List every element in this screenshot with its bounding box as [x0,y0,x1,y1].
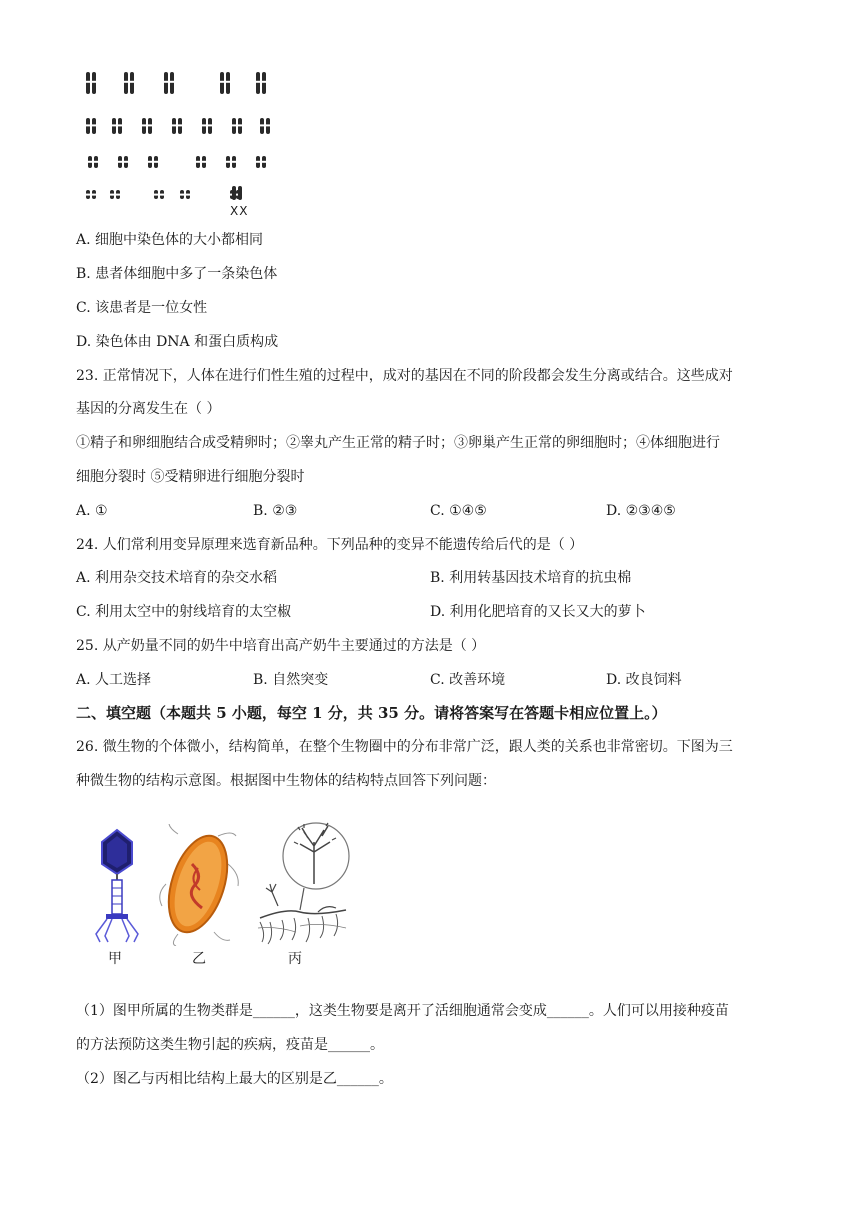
q26-stem-line1: 26. 微生物的个体微小，结构简单，在整个生物圈中的分布非常广泛，跟人类的关系也非常密切。下图为三 [76,739,733,755]
chromosome-pair [172,118,182,134]
q22-option-c: C. 该患者是一位女性 [76,300,208,316]
q25-option-c: C. 改善环境 [430,672,506,688]
q23-option-b: B. ②③ [253,503,298,519]
chromosome-pair [164,72,174,94]
q25-option-a: A. 人工选择 [76,672,152,688]
q24-option-a: A. 利用杂交技术培育的杂交水稻 [76,570,278,586]
chromosome-pair [86,118,96,134]
chromosome-pair [180,190,190,199]
q23-items-line2: 细胞分裂时 ⑤受精卵进行细胞分裂时 [76,469,305,485]
q24-stem: 24. 人们常利用变异原理来选育新品种。下列品种的变异不能遗传给后代的是（ ） [76,537,584,553]
chromosome-pair [232,118,242,134]
section-heading: 二、填空题（本题共 5 小题，每空 1 分，共 35 分。请将答案写在答题卡相应位置上。） [76,704,667,722]
q26-stem-line2: 种微生物的结构示意图。根据图中生物体的结构特点回答下列问题： [76,773,496,789]
chromosome-pair [256,156,266,168]
q26-sub2: （2）图乙与丙相比结构上最大的区别是乙______。 [76,1071,393,1087]
q23-stem-line1: 23. 正常情况下，人体在进行们性生殖的过程中，成对的基因在不同的阶段都会发生分离或结合。这些成对 [76,368,733,384]
label-bing: 丙 [288,951,302,967]
chromosome-pair [220,72,230,94]
q23-option-d: D. ②③④⑤ [606,503,676,519]
q24-option-b: B. 利用转基因技术培育的抗虫棉 [430,570,632,586]
sex-chromosome-label: XX [230,204,249,218]
q23-items-line1: ①精子和卵细胞结合成受精卵时；②睾丸产生正常的精子时；③卵巢产生正常的卵细胞时；④体细胞进行 [76,435,720,451]
label-jia: 甲 [108,951,122,967]
chromosome-pair [154,190,164,199]
chromosome-pair [148,156,158,168]
chromosome-pair [202,118,212,134]
chromosome-pair [86,72,96,94]
karyotype-figure [76,68,286,224]
mold-image [256,822,352,948]
chromosome-pair [256,72,266,94]
q26-sub1-line2: 的方法预防这类生物引起的疾病，疫苗是______。 [76,1037,384,1053]
q25-option-b: B. 自然突变 [253,672,329,688]
bacteriophage-image [92,828,142,944]
label-yi: 乙 [192,951,206,967]
q22-option-d: D. 染色体由 DNA 和蛋白质构成 [76,334,279,350]
q24-option-c: C. 利用太空中的射线培育的太空椒 [76,604,292,620]
karyotype-image [76,68,286,220]
chromosome-pair [226,156,236,168]
q24-option-d: D. 利用化肥培育的又长又大的萝卜 [430,604,646,620]
chromosome-pair [196,156,206,168]
q22-option-b: B. 患者体细胞中多了一条染色体 [76,266,278,282]
chromosome-pair [112,118,122,134]
q25-stem: 25. 从产奶量不同的奶牛中培育出高产奶牛主要通过的方法是（ ） [76,638,486,654]
q23-option-a: A. ① [76,503,108,519]
q23-option-c: C. ①④⑤ [430,503,487,519]
chromosome-pair [142,118,152,134]
q25-option-d: D. 改良饲料 [606,672,682,688]
chromosome-pair [118,156,128,168]
chromosome-pair [88,156,98,168]
q26-sub1-line1: （1）图甲所属的生物类群是______，这类生物要是离开了活细胞通常会变成______。人们可以用接种疫苗 [76,1003,729,1019]
q22-option-a: A. 细胞中染色体的大小都相同 [76,232,264,248]
chromosome-pair [86,190,96,199]
microorganism-figure [92,822,352,972]
bacterium-image [158,824,242,946]
q23-stem-line2: 基因的分离发生在（ ） [76,401,221,417]
chromosome-pair [110,190,120,199]
chromosome-pair [124,72,134,94]
chromosome-pair [260,118,270,134]
